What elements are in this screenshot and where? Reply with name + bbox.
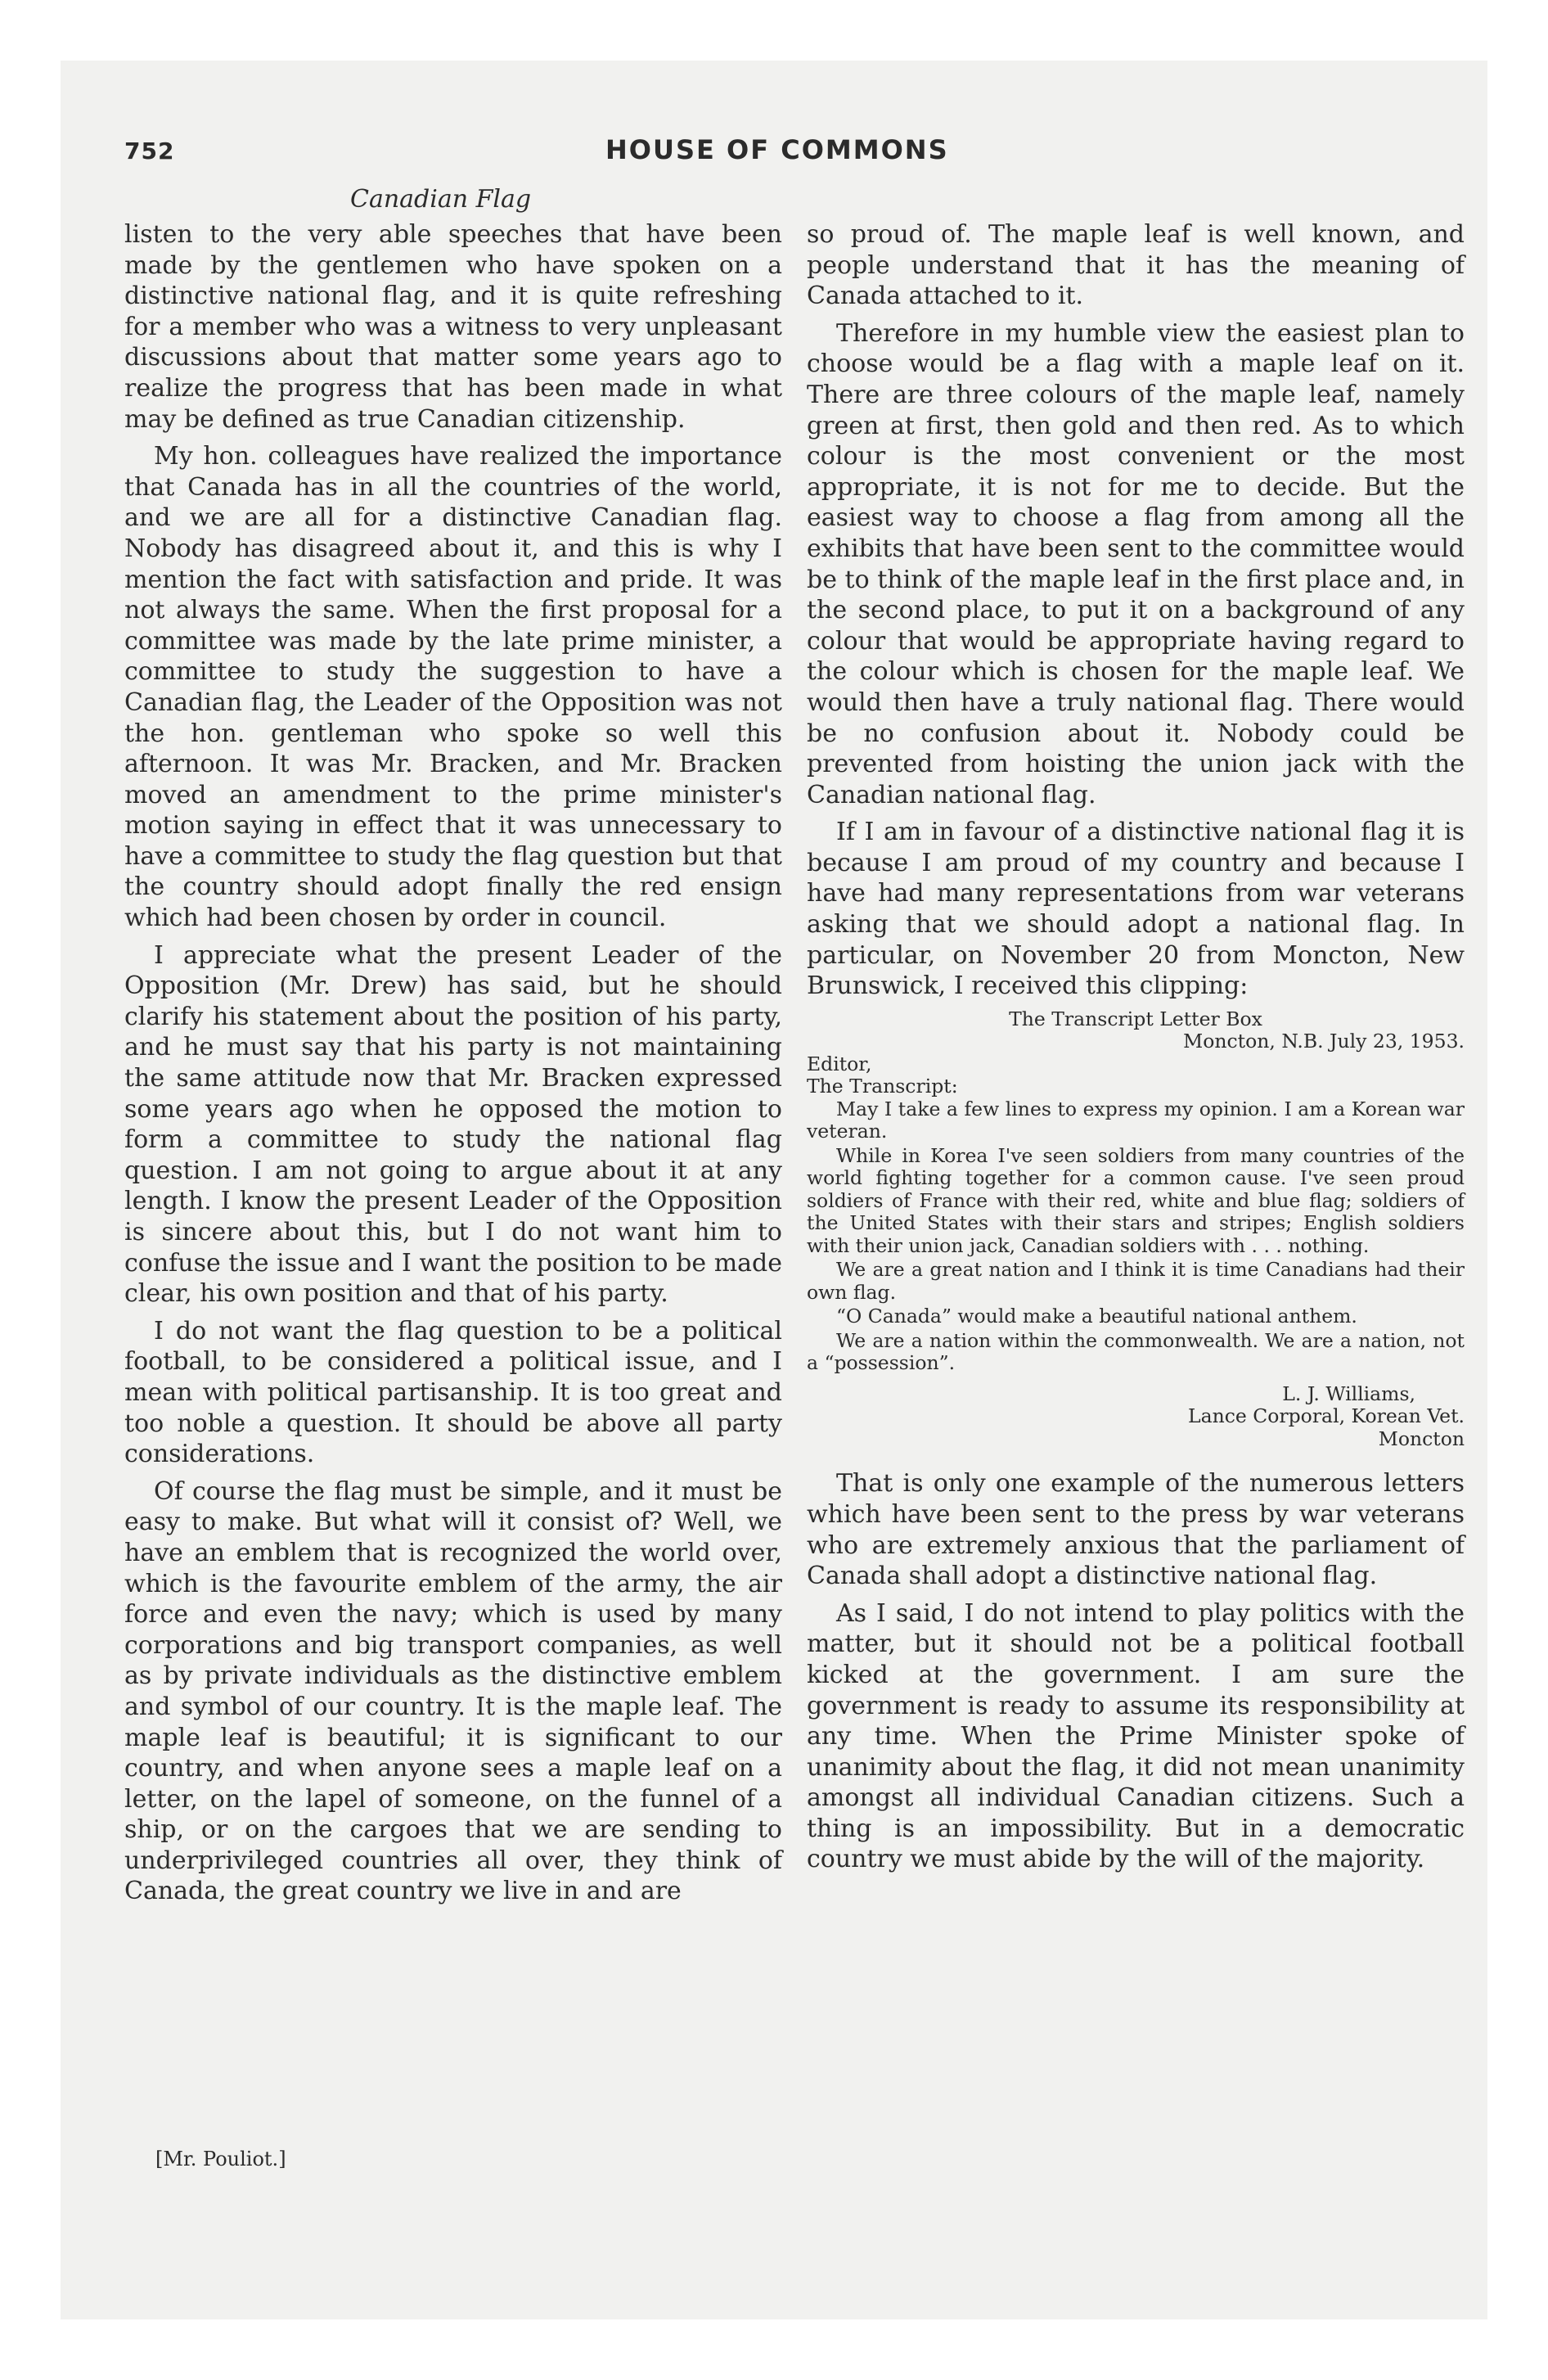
letter-box-title: The Transcript Letter Box: [1009, 1007, 1262, 1030]
paragraph: Of course the flag must be simple, and it must be easy to make. But what will it consist of? Well, we have an emblem that is recognized the world over, which is the favourite emblem of the army, the air force and even the navy; which is used by many corporations and big transport companies, as well as by private individuals as the distinctive emblem and symbol of our country. It is the maple leaf. The maple leaf is beautiful; it is significant to our country, and when anyone sees a maple leaf on a letter, on the lapel of someone, on the funnel of a ship, or on the cargoes that we are sending to underprivileged countries all over, they think of Canada, the great country we live in and are: [124, 1476, 782, 1906]
letter-salutation: The Transcript:: [807, 1075, 958, 1098]
right-column: [807, 219, 1465, 1882]
paragraph: As I said, I do not intend to play politics with the matter, but it should not be a political football kicked at the government. I am sure the government is ready to assume its responsibility at any time. When the Prime Minister spoke of unanimity about the flag, it did not mean unanimity amongst all individual Canadian citizens. Such a thing is an impossibility. But in a democratic country we must abide by the will of the majority.: [807, 1598, 1465, 1874]
letter-signature-place: Moncton: [1378, 1427, 1465, 1450]
paragraph: That is only one example of the numerous letters which have been sent to the press by war veterans who are extremely anxious that the parliament of Canada shall adopt a distinctive national flag.: [807, 1469, 1465, 1591]
paragraph: so proud of. The maple leaf is well known, and people understand that it has the meaning of Canada attached to it.: [807, 220, 1465, 311]
paragraph: Therefore in my humble view the easiest plan to choose would be a flag with a maple leaf on it. There are three colours of the maple leaf, namely green at first, then gold and then red. As to which colour is the most convenient or the most appropriate, it is not for me to decide. But the easiest way to choose a flag from among all the exhibits that have been sent to the committee would be to think of the maple leaf in the first place and, in the second place, to put it on a background of any colour that would be appropriate having regard to the colour which is chosen for the maple leaf. We would then have a truly national flag. There would be no confusion about it. Nobody could be prevented from hoisting the union jack with the Canadian national flag.: [807, 318, 1465, 809]
paragraph: If I am in favour of a distinctive national flag it is because I am proud of my country and because I have had many representations from war veterans asking that we should adopt a national flag. In particular, on November 20 from Moncton, New Brunswick, I received this clipping:: [807, 818, 1465, 1001]
speaker-footer: [Mr. Pouliot.]: [155, 2148, 286, 2170]
page-number: 752: [124, 137, 175, 165]
paragraph: I do not want the flag question to be a political football, to be considered a political issue, and I mean with political partisanship. It is too great and too noble a question. It should be above all party considerations.: [124, 1316, 782, 1469]
letter-dateline: Moncton, N.B. July 23, 1953.: [1183, 1030, 1465, 1053]
subject-heading: Canadian Flag: [350, 185, 532, 214]
paragraph: listen to the very able speeches that have been made by the gentlemen who have spoken on a distinctive national flag, and it is quite refreshing for a member who was a witness to very unpleasant discussions about that matter some years ago to realize the progress that has been made in what may be defined as true Canadian citizenship.: [124, 220, 782, 434]
paragraph: I appreciate what the present Leader of the Opposition (Mr. Drew) has said, but he should clarify his statement about the position of his party, and he must say that his party is not maintaining the same attitude now that Mr. Bracken expressed some years ago when he opposed the motion to form a committee to study the national flag question. I am not going to argue about it at any length. I know the present Leader of the Opposition is sincere about this, but I do not want him to confuse the issue and I want the position to be made clear, his own position and that of his party.: [124, 940, 782, 1309]
paragraph: My hon. colleagues have realized the importance that Canada has in all the countries of the world, and we are all for a distinctive Canadian flag. Nobody has disagreed about it, and this is why I mention the fact with satisfaction and pride. It was not always the same. When the first proposal for a committee was made by the late prime minister, a committee to study the suggestion to have a Canadian flag, the Leader of the Opposition was not the hon. gentleman who spoke so well this afternoon. It was Mr. Bracken, and Mr. Bracken moved an amendment to the prime minister's motion saying in effect that it was unnecessary to have a committee to study the flag question but that the country should adopt finally the red ensign which had been chosen by order in council.: [124, 442, 782, 933]
letter-paragraph: We are a nation within the commonwealth. We are a nation, not a “possession”.: [807, 1328, 1465, 1375]
letter-paragraph: While in Korea I've seen soldiers from many countries of the world fighting together for a common cause. I've seen proud soldiers of France with their red, white and blue flag; soldiers of the United States with their stars and stripes; English soldiers with their union jack, Canadian soldiers with . . . nothing.: [807, 1143, 1465, 1257]
running-header: HOUSE OF COMMONS: [605, 134, 949, 165]
letter-salutation: Editor,: [807, 1052, 872, 1075]
letter-signature-title: Lance Corporal, Korean Vet.: [1187, 1404, 1465, 1428]
letter-paragraph: We are a great nation and I think it is time Canadians had their own flag.: [807, 1258, 1465, 1304]
letter-paragraph: May I take a few lines to express my opinion. I am a Korean war veteran.: [807, 1097, 1465, 1143]
letter-signature-name: L. J. Williams,: [1282, 1382, 1415, 1405]
quoted-letter: [807, 1008, 1465, 1451]
letter-paragraph: “O Canada” would make a beautiful national anthem.: [836, 1305, 1357, 1328]
left-column: [124, 219, 782, 1913]
